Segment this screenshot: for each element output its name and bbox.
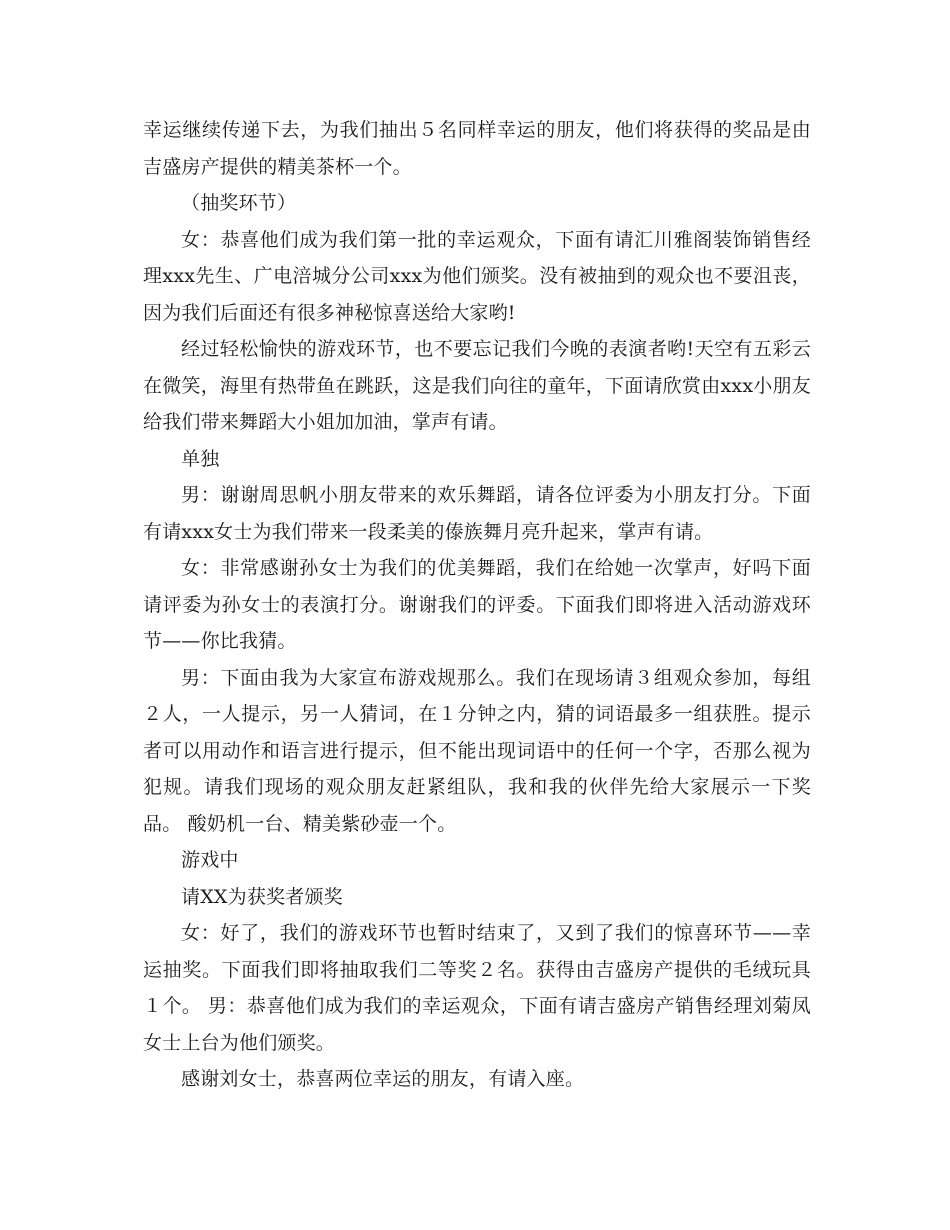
paragraph-11: 女：好了，我们的游戏环节也暂时结束了，又到了我们的惊喜环节——幸运抽奖。下面我们即将抽取我们二等奖２名。获得由吉盛房产提供的毛绒玩具１个。 男：恭喜他们成为我们的幸运观众，下面有请吉盛房产销售经理刘菊凤女士上台为他们颁奖。 [143,922,811,1054]
paragraph-12: 感谢刘女士，恭喜两位幸运的朋友，有请入座。 [181,1068,585,1090]
paragraph-3: 女：恭喜他们成为我们第一批的幸运观众，下面有请汇川雅阁装饰销售经理xxx先生、广电涪城分公司xxx为他们颁奖。没有被抽到的观众也不要沮丧，因为我们后面还有很多神秘惊喜送给大家哟! [143,228,811,324]
paragraph-7: 女：非常感谢孙女士为我们的优美舞蹈，我们在给她一次掌声，好吗下面请评委为孙女士的表演打分。谢谢我们的评委。下面我们即将进入活动游戏环节——你比我猜。 [143,557,811,652]
paragraph-6: 男：谢谢周思帆小朋友带来的欢乐舞蹈，请各位评委为小朋友打分。下面有请xxx女士为我们带来一段柔美的傣族舞月亮升起来，掌声有请。 [143,484,811,543]
paragraph-1: 幸运继续传递下去，为我们抽出５名同样幸运的朋友，他们将获得的奖品是由吉盛房产提供的精美茶杯一个。 [143,119,811,178]
paragraph-4: 经过轻松愉快的游戏环节，也不要忘记我们今晚的表演者哟!天空有五彩云在微笑，海里有热带鱼在跳跃，这是我们向往的童年，下面请欣赏由xxx小朋友给我们带来舞蹈大小姐加加油，掌声有请。 [143,338,811,433]
paragraph-9: 游戏中 [181,849,239,871]
paragraph-5: 单独 [181,447,220,470]
paragraph-2: （抽奖环节） [181,192,297,214]
paragraph-8: 男：下面由我为大家宣布游戏规那么。我们在现场请３组观众参加，每组２人，一人提示，另一人猜词，在１分钟之内，猜的词语最多一组获胜。提示者可以用动作和语言进行提示，但不能出现词语中的任何一个字，否那么视为犯规。请我们现场的观众朋友赶紧组队，我和我的伙伴先给大家展示一下奖品。 酸奶机一台、精美紫砂壶一个。 [143,666,811,835]
paragraph-10: 请XX为获奖者颁奖 [181,885,343,908]
document-body [143,112,811,1098]
